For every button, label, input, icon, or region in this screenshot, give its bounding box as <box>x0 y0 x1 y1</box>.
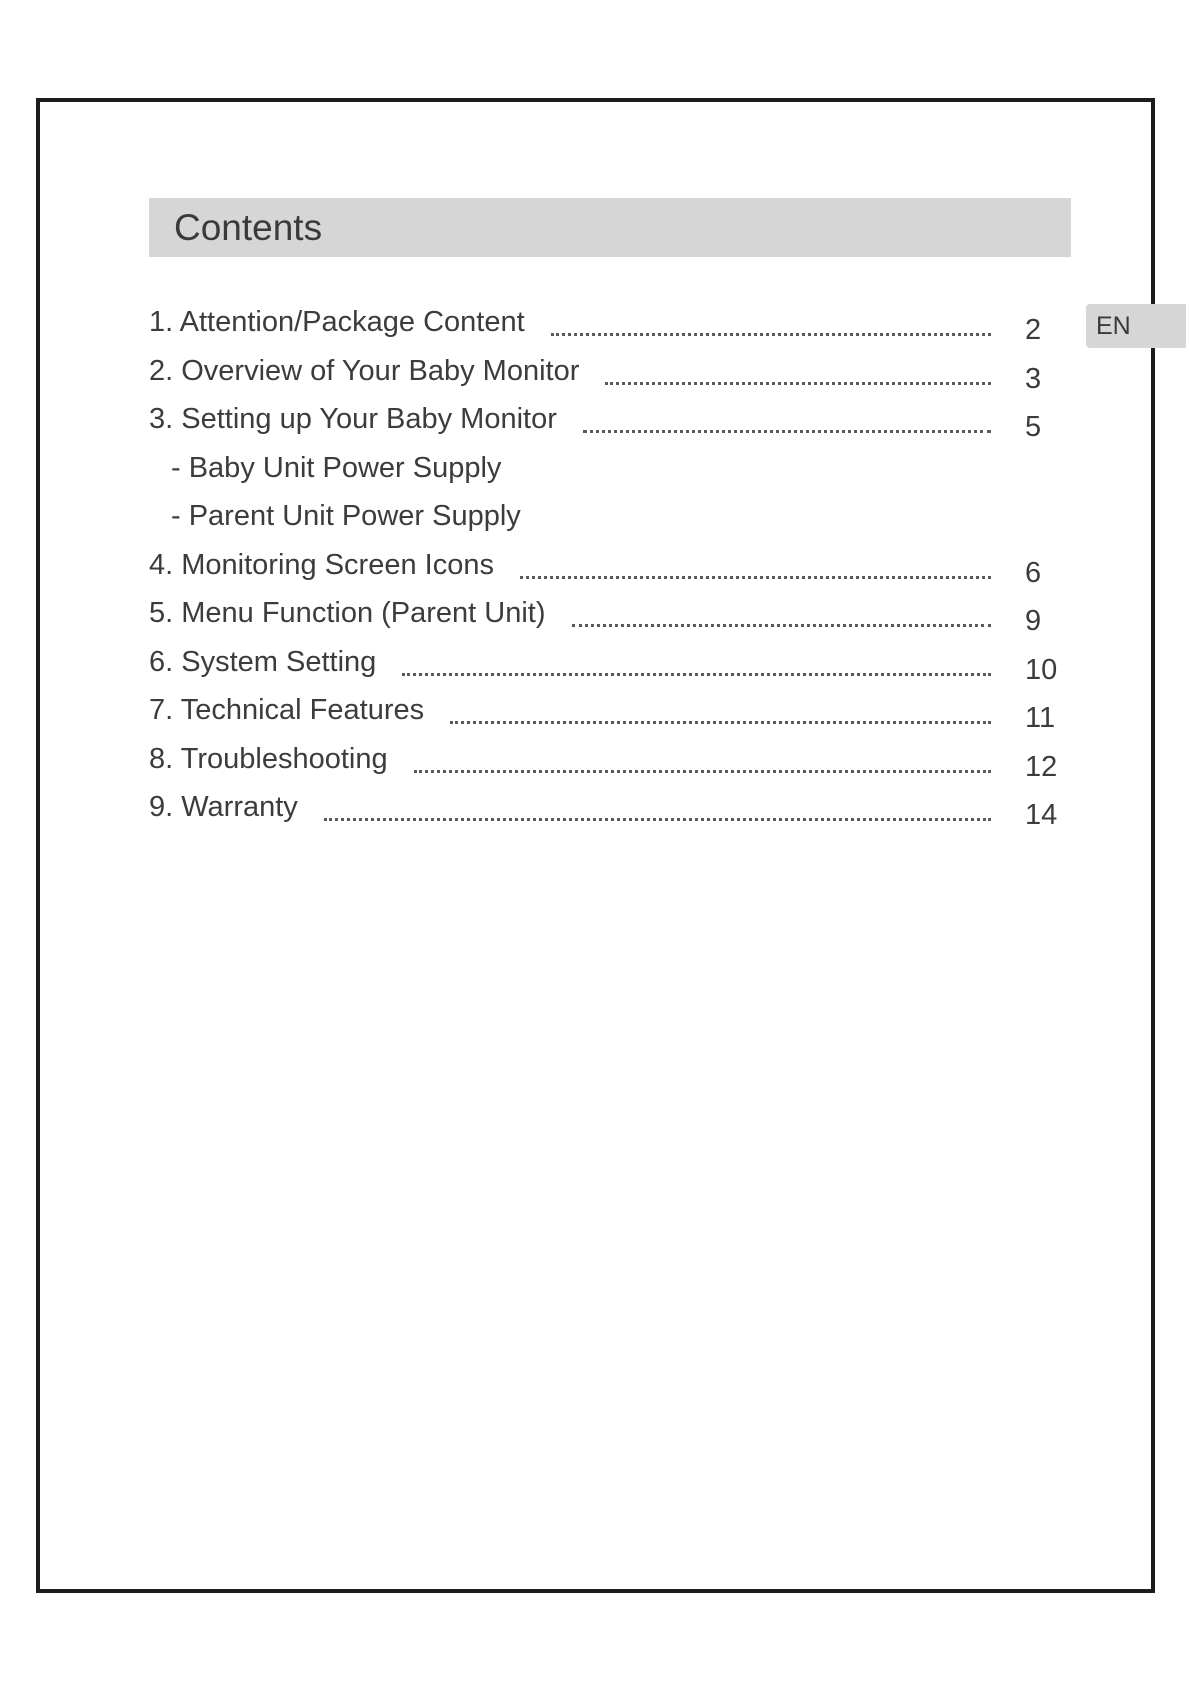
toc-entry-page: 12 <box>1025 750 1058 783</box>
toc-subentry-label: - Parent Unit Power Supply <box>171 500 521 532</box>
toc-subentry[interactable] <box>149 494 1069 543</box>
toc-dot-leader <box>414 770 991 773</box>
toc-dot-leader <box>324 818 991 821</box>
toc-entry-label: 2. Overview of Your Baby Monitor <box>149 354 580 387</box>
toc-entry[interactable] <box>149 640 1069 689</box>
contents-title-bar <box>149 198 1071 257</box>
toc-entry-page: 14 <box>1025 799 1058 831</box>
language-tab-label: EN <box>1096 312 1131 340</box>
toc-entry-page: 2 <box>1025 314 1042 346</box>
toc-entry-label: 8. Troubleshooting <box>149 742 388 775</box>
toc-entry-label: 3. Setting up Your Baby Monitor <box>149 403 557 435</box>
toc-entry-page: 11 <box>1025 702 1056 734</box>
toc-subentry-label: - Baby Unit Power Supply <box>171 451 502 484</box>
toc-dot-leader <box>572 624 991 627</box>
toc-entry-label: 5. Menu Function (Parent Unit) <box>149 597 546 629</box>
toc-dot-leader <box>450 721 991 724</box>
toc-entry[interactable] <box>149 543 1069 592</box>
toc-entry-page: 3 <box>1025 362 1042 395</box>
toc-entry-label: 6. System Setting <box>149 645 377 678</box>
toc-entry-page: 9 <box>1025 605 1042 637</box>
toc-entry[interactable] <box>149 397 1069 446</box>
toc-entry-label: 1. Attention/Package Content <box>149 306 525 338</box>
toc-entry-label: 9. Warranty <box>149 791 298 823</box>
toc-entry-page: 10 <box>1025 653 1058 686</box>
toc-entry[interactable] <box>149 300 1069 349</box>
toc-entry-page: 6 <box>1025 556 1042 589</box>
toc-entry-page: 5 <box>1025 411 1042 443</box>
toc-dot-leader <box>583 430 991 433</box>
toc-entry[interactable] <box>149 349 1069 398</box>
toc-dot-leader <box>605 382 991 385</box>
toc-entry[interactable] <box>149 591 1069 640</box>
table-of-contents <box>149 300 1069 834</box>
language-tab[interactable] <box>1086 304 1186 348</box>
toc-entry-label: 7. Technical Features <box>149 694 425 726</box>
toc-entry[interactable] <box>149 737 1069 786</box>
toc-entry[interactable] <box>149 688 1069 737</box>
toc-entry[interactable] <box>149 785 1069 834</box>
toc-subentry[interactable] <box>149 446 1069 495</box>
toc-dot-leader <box>520 576 991 579</box>
toc-dot-leader <box>551 333 991 336</box>
toc-dot-leader <box>402 673 991 676</box>
page-title: Contents <box>174 207 323 248</box>
toc-entry-label: 4. Monitoring Screen Icons <box>149 548 494 581</box>
